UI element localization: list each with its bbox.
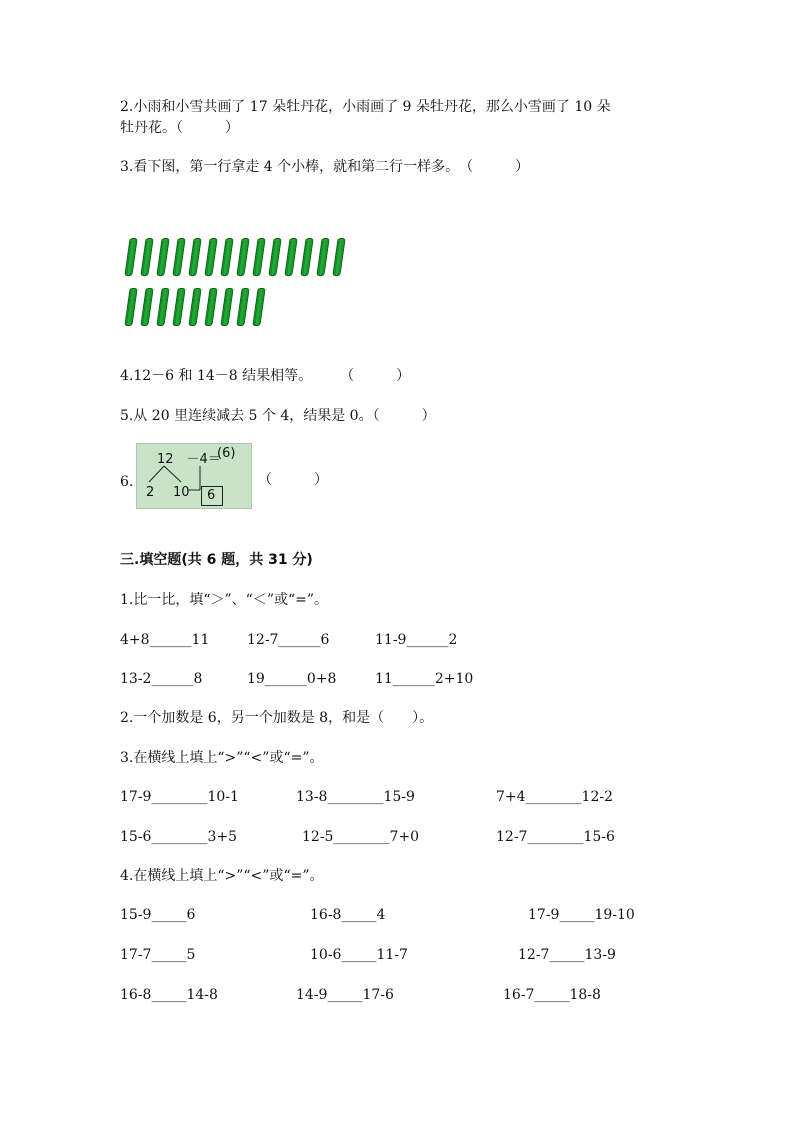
fill-3-r1-c3: 7+4________12-2 xyxy=(496,789,613,805)
fill-4-r1-c1: 15-9_____6 xyxy=(120,907,196,923)
fill-1-r2-c2: 19______0+8 xyxy=(247,671,337,687)
fill-4-r3-c1: 16-8_____14-8 xyxy=(120,987,218,1003)
fill-4-r2-c2: 10-6_____11-7 xyxy=(310,947,408,963)
stick-icon xyxy=(154,288,170,324)
diagram-box-value: 6 xyxy=(207,488,216,503)
stick-row-2 xyxy=(122,288,266,324)
stick-icon xyxy=(186,238,202,274)
question-4: 4.12－6 和 14－8 结果相等。 （ ） xyxy=(120,368,411,384)
fill-4-r1-c3: 17-9_____19-10 xyxy=(528,907,635,923)
fill-3-r2-c2: 12-5________7+0 xyxy=(302,829,419,845)
stick-icon xyxy=(298,238,314,274)
stick-icon xyxy=(282,238,298,274)
fill-4-r1-c2: 16-8_____4 xyxy=(310,907,386,923)
fill-1-r1-c2: 12-7______6 xyxy=(247,632,330,648)
fill-1-r1-c1: 4+8______11 xyxy=(120,632,210,648)
fill-4-r3-c2: 14-9_____17-6 xyxy=(296,987,394,1003)
stick-icon xyxy=(234,288,250,324)
fill-2: 2.一个加数是 6，另一个加数是 8，和是（ ）。 xyxy=(120,710,434,726)
question-2-line2: 牡丹花。（ ） xyxy=(120,120,239,136)
stick-row-1 xyxy=(122,238,346,274)
fill-1-r2-c1: 13-2______8 xyxy=(120,671,203,687)
question-6-paren: （ ） xyxy=(258,472,328,488)
stick-icon xyxy=(154,238,170,274)
stick-icon xyxy=(122,238,138,274)
stick-icon xyxy=(122,288,138,324)
stick-icon xyxy=(202,288,218,324)
fill-3-r2-c1: 15-6________3+5 xyxy=(120,829,237,845)
question-2-line1: 2.小雨和小雪共画了 17 朵牡丹花，小雨画了 9 朵牡丹花，那么小雪画了 10 朵 xyxy=(120,99,611,115)
question-5: 5.从 20 里连续减去 5 个 4，结果是 0。（ ） xyxy=(120,408,436,424)
split-diagram xyxy=(136,443,252,509)
stick-icon xyxy=(250,288,266,324)
stick-icon xyxy=(202,238,218,274)
stick-icon xyxy=(138,288,154,324)
fill-3-r1-c2: 13-8________15-9 xyxy=(296,789,415,805)
fill-4-r2-c1: 17-7_____5 xyxy=(120,947,196,963)
diagram-equation: 12 －4＝ xyxy=(157,452,221,467)
stick-icon xyxy=(218,238,234,274)
stick-icon xyxy=(314,238,330,274)
fill-1-r1-c3: 11-9______2 xyxy=(375,632,458,648)
question-3: 3.看下图，第一行拿走 4 个小棒，就和第二行一样多。 （ ） xyxy=(120,159,530,175)
stick-icon xyxy=(266,238,282,274)
stick-icon xyxy=(186,288,202,324)
fill-4-title: 4.在横线上填上“>”“<”或“=”。 xyxy=(120,868,324,884)
stick-icon xyxy=(330,238,346,274)
fill-3-r2-c3: 12-7________15-6 xyxy=(496,829,615,845)
stick-icon xyxy=(250,238,266,274)
fill-4-r3-c3: 16-7_____18-8 xyxy=(503,987,601,1003)
stick-icon xyxy=(170,238,186,274)
fill-1-title: 1.比一比，填“＞”、“＜”或“=”。 xyxy=(120,592,329,608)
fill-1-r2-c3: 11______2+10 xyxy=(375,671,474,687)
section-3-title: 三.填空题(共 6 题，共 31 分) xyxy=(120,552,313,568)
fill-3-r1-c1: 17-9________10-1 xyxy=(120,789,239,805)
stick-icon xyxy=(218,288,234,324)
diagram-mid-part: 10 xyxy=(173,485,190,500)
question-6-label: 6. xyxy=(120,474,134,490)
stick-icon xyxy=(138,238,154,274)
diagram-left-part: 2 xyxy=(146,485,155,500)
diagram-answer: (6) xyxy=(217,446,236,461)
stick-icon xyxy=(170,288,186,324)
fill-4-r2-c3: 12-7_____13-9 xyxy=(518,947,616,963)
stick-icon xyxy=(234,238,250,274)
fill-3-title: 3.在横线上填上“>”“<”或“=”。 xyxy=(120,750,324,766)
